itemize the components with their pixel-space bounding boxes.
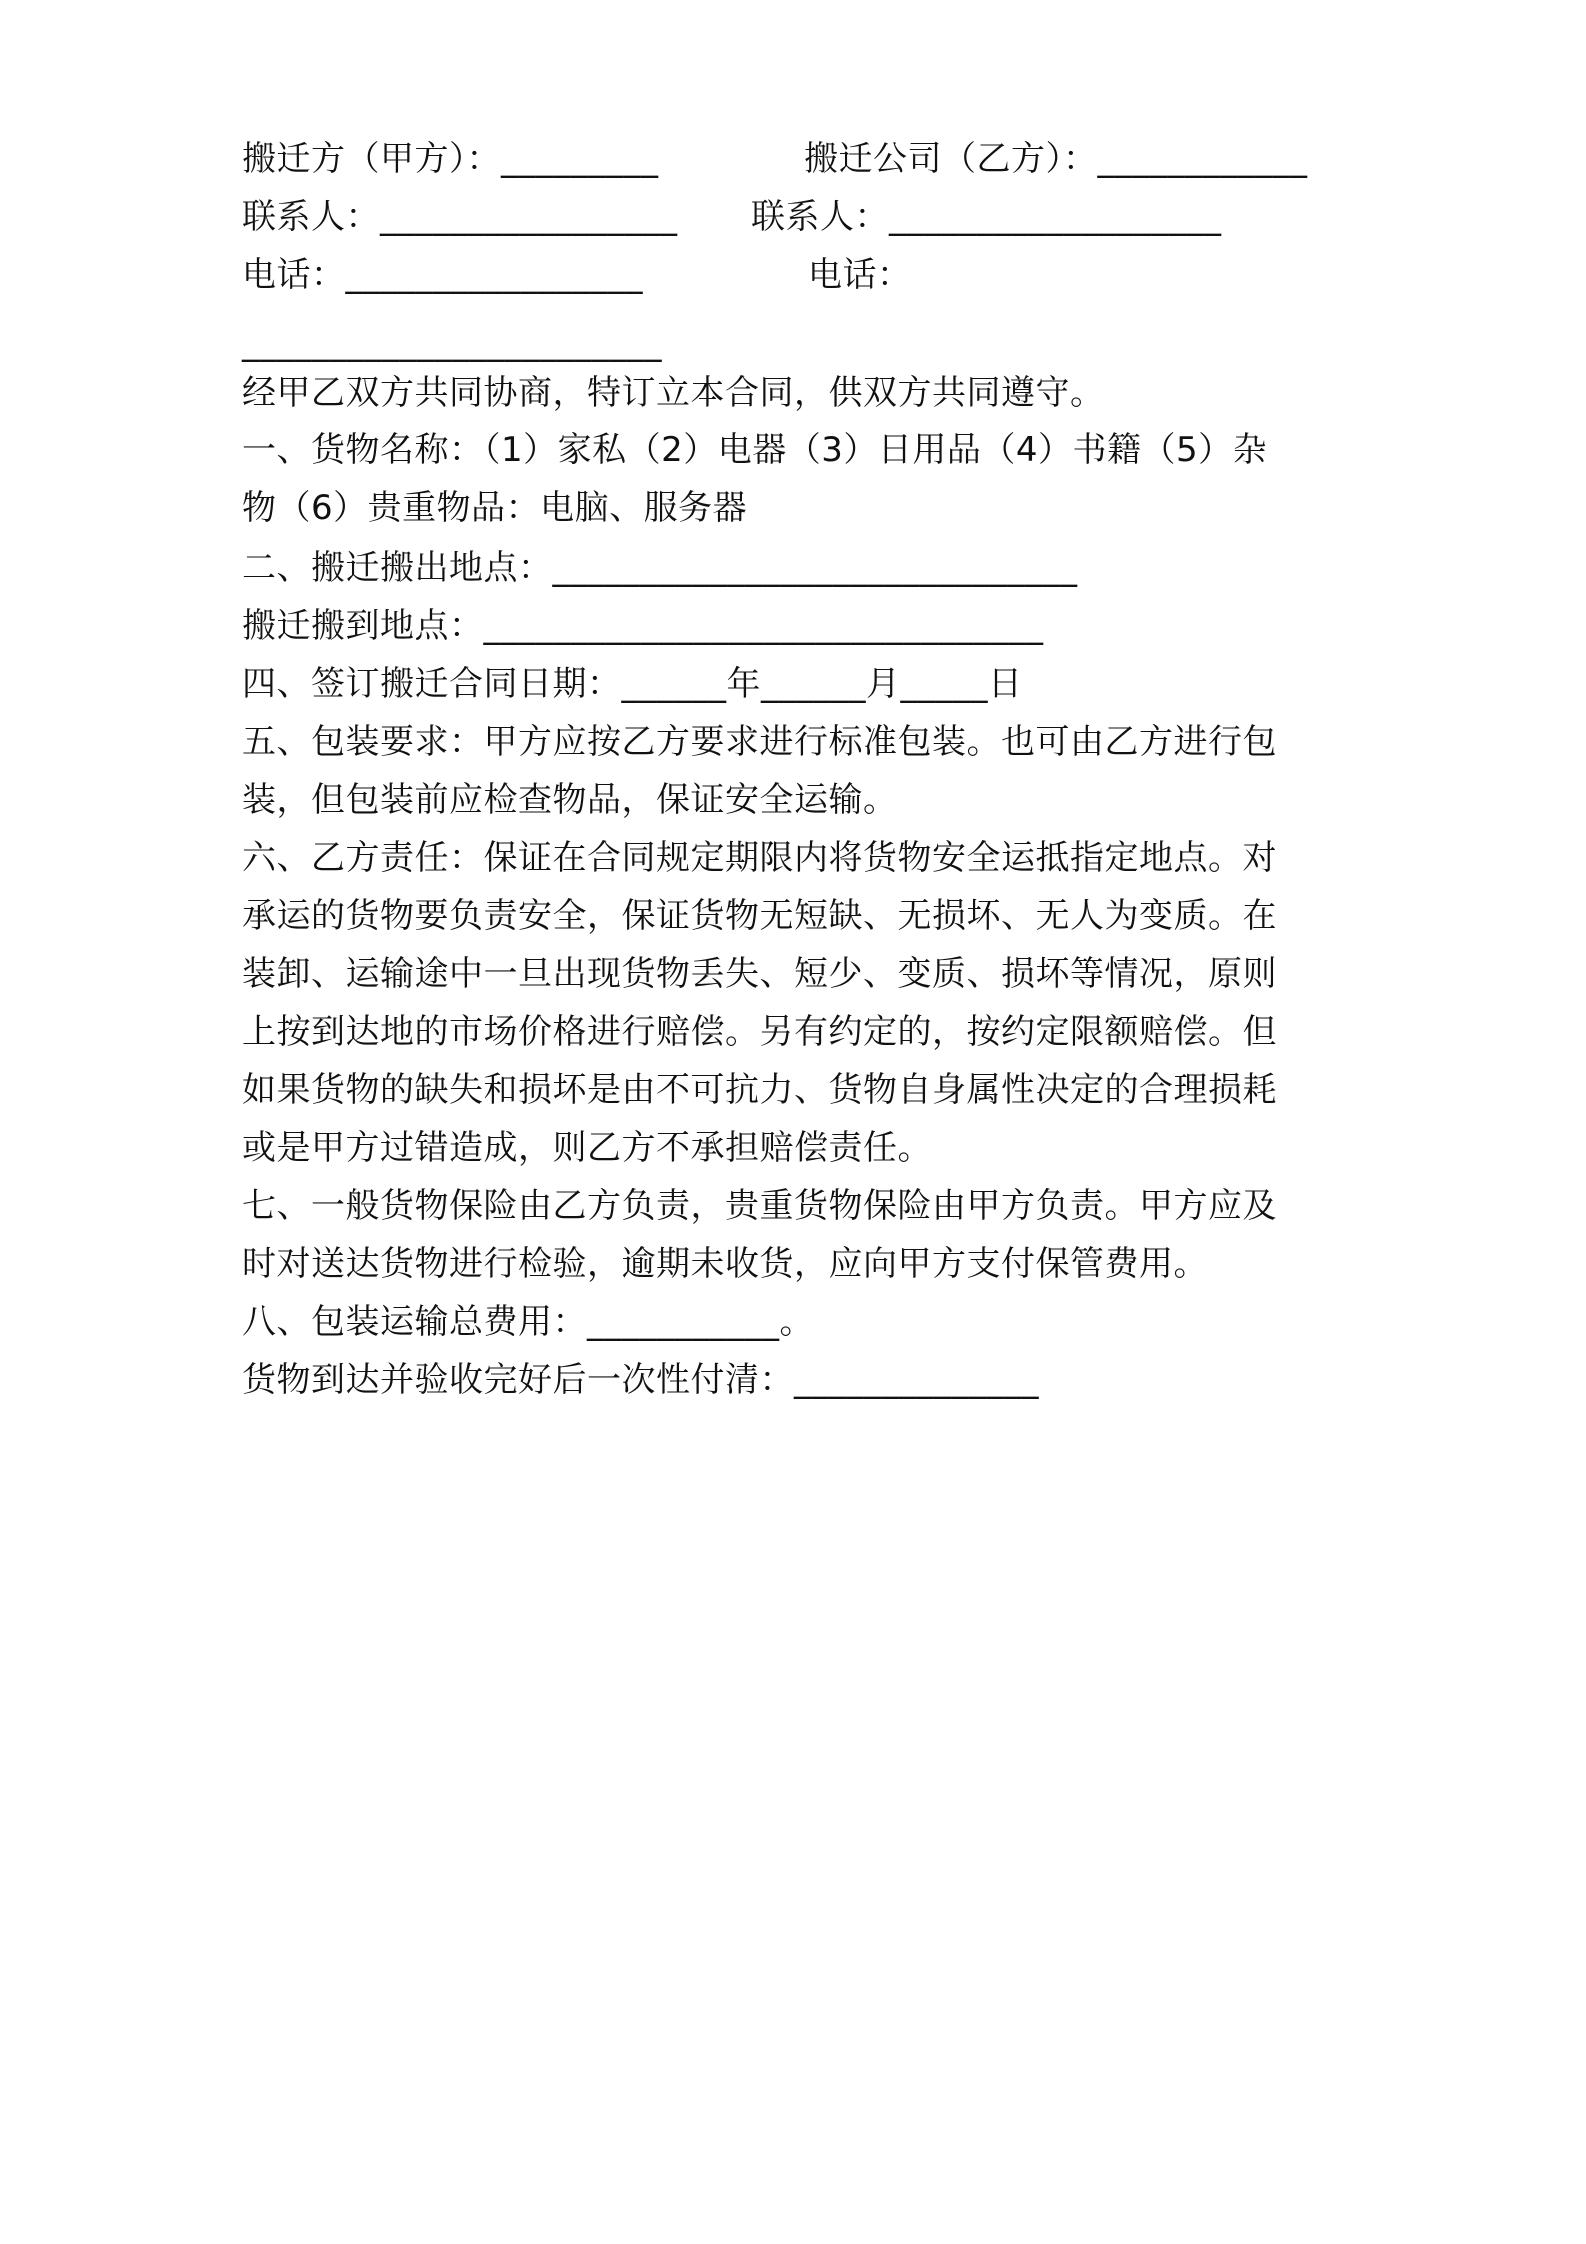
responsibility-clause-line: 承运的货物要负责安全，保证货物无短缺、无损坏、无人为变质。在	[242, 896, 1277, 936]
party-a-field: 搬迁方（甲方）：_________	[242, 139, 659, 179]
responsibility-clause-line: 如果货物的缺失和损坏是由不可抗力、货物自身属性决定的合理损耗	[242, 1070, 1277, 1110]
total-fee-field: 八、包装运输总费用：___________。	[242, 1302, 814, 1342]
move-in-address-field: 搬迁搬到地点：________________________________	[242, 606, 1044, 646]
intro-paragraph: 经甲乙双方共同协商，特订立本合同，供双方共同遵守。	[242, 373, 1105, 413]
move-out-address-field: 二、搬迁搬出地点：______________________________	[242, 548, 1078, 588]
insurance-clause-line: 时对送达货物进行检验，逾期未收货，应向甲方支付保管费用。	[242, 1244, 1208, 1284]
packing-clause-line: 五、包装要求：甲方应按乙方要求进行标准包装。也可由乙方进行包	[242, 722, 1277, 762]
contract-date-field: 四、签订搬迁合同日期：______年______月_____日	[242, 664, 1023, 704]
responsibility-clause-line: 六、乙方责任：保证在合同规定期限内将货物安全运抵指定地点。对	[242, 838, 1277, 878]
payment-terms-field: 货物到达并验收完好后一次性付清：______________	[242, 1360, 1039, 1400]
party-a-phone-field: 电话：_________________	[242, 255, 643, 295]
goods-clause-line: 一、货物名称：（1）家私（2）电器（3）日用品（4）书籍（5）杂	[242, 430, 1268, 470]
party-b-phone-blank: ________________________	[242, 323, 662, 363]
responsibility-clause-line: 上按到达地的市场价格进行赔偿。另有约定的，按约定限额赔偿。但	[242, 1012, 1277, 1052]
responsibility-clause-line: 装卸、运输途中一旦出现货物丢失、短少、变质、损坏等情况，原则	[242, 954, 1277, 994]
goods-clause-line: 物（6）贵重物品：电脑、服务器	[242, 488, 748, 528]
party-a-contact-field: 联系人：_________________	[242, 197, 678, 237]
insurance-clause-line: 七、一般货物保险由乙方负责，贵重货物保险由甲方负责。甲方应及	[242, 1186, 1277, 1226]
responsibility-clause-line: 或是甲方过错造成，则乙方不承担赔偿责任。	[242, 1128, 932, 1168]
party-b-contact-field: 联系人：___________________	[751, 197, 1222, 237]
packing-clause-line: 装，但包装前应检查物品，保证安全运输。	[242, 780, 898, 820]
party-b-phone-label: 电话：	[808, 255, 912, 295]
party-b-field: 搬迁公司（乙方）：____________	[804, 139, 1308, 179]
